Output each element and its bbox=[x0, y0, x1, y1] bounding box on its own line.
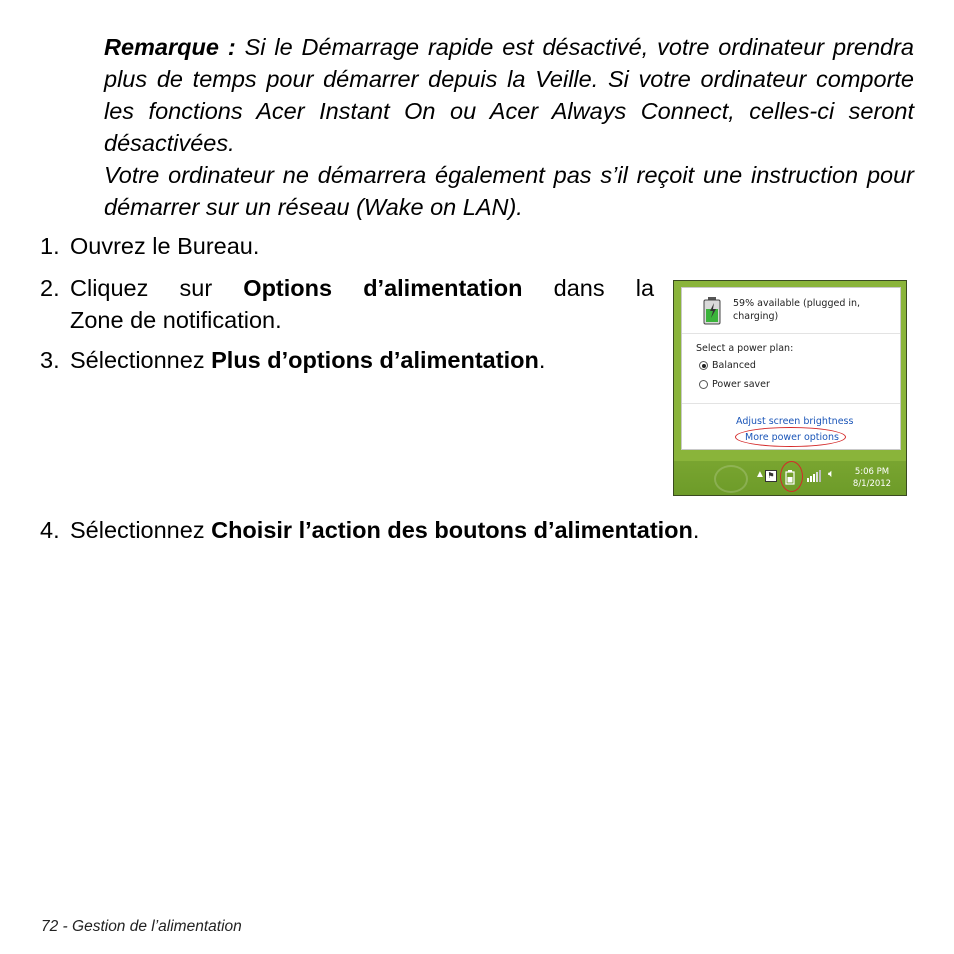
battery-status: 59% available (plugged in, charging) bbox=[733, 298, 861, 322]
step-2-line-1 bbox=[70, 272, 654, 304]
step-4 bbox=[40, 514, 699, 546]
step-text: Ouvrez le Bureau. bbox=[70, 233, 260, 259]
note-block bbox=[104, 31, 914, 223]
plan-label-power-saver: Power saver bbox=[712, 379, 770, 390]
taskbar-highlight-circle bbox=[780, 461, 803, 492]
step-3 bbox=[40, 344, 545, 376]
step-1 bbox=[40, 230, 259, 262]
power-flyout bbox=[681, 287, 901, 450]
show-hidden-icons-icon[interactable]: ▲ bbox=[755, 469, 765, 480]
action-center-flag-icon[interactable]: ⚑ bbox=[765, 470, 777, 482]
step-number: 2. bbox=[40, 275, 60, 301]
adjust-brightness-link[interactable]: Adjust screen brightness bbox=[736, 416, 854, 427]
taskbar-clock[interactable] bbox=[844, 466, 900, 490]
page-footer: 72 - Gestion de l’alimentation bbox=[41, 918, 242, 935]
step-text: Sélectionnez bbox=[70, 517, 205, 543]
step-number: 1. bbox=[40, 233, 60, 259]
step-text: Cliquez sur bbox=[70, 275, 213, 301]
radio-selected-icon[interactable] bbox=[699, 361, 708, 370]
note-lead: Remarque : bbox=[104, 34, 236, 60]
radio-unselected-icon[interactable] bbox=[699, 380, 708, 389]
plan-label-balanced: Balanced bbox=[712, 360, 756, 371]
step-text: . bbox=[692, 517, 700, 543]
plan-option-balanced[interactable] bbox=[699, 360, 756, 371]
power-flyout-screenshot bbox=[673, 280, 907, 496]
step-number: 3. bbox=[40, 347, 60, 373]
power-plan-label: Select a power plan: bbox=[696, 343, 794, 354]
step-2 bbox=[40, 272, 655, 333]
divider bbox=[682, 403, 900, 404]
step-text: . bbox=[538, 347, 546, 373]
desktop-swoosh-decoration bbox=[714, 465, 748, 493]
step-bold-text: Choisir l’action des boutons d’alimentation bbox=[211, 517, 693, 543]
step-number: 4. bbox=[40, 517, 60, 543]
note-paragraph-1 bbox=[104, 31, 914, 159]
note-text-1: Si le Démarrage rapide est désactivé, votre ordinateur prendra plus de temps pour démarrer depuis la Veille. Si votre ordinateur comporte les fonctions Acer Instant On ou Acer Always Connect, celles-ci seront désactivées. bbox=[104, 34, 914, 156]
volume-icon[interactable]: 🔈︎ bbox=[828, 468, 835, 480]
step-bold-text: Plus d’options d’alimentation bbox=[211, 347, 539, 373]
clock-date: 8/1/2012 bbox=[852, 479, 892, 489]
more-power-options-link[interactable]: More power options bbox=[745, 432, 839, 443]
step-text: dans la bbox=[553, 275, 655, 301]
note-paragraph-2: Votre ordinateur ne démarrera également pas s’il reçoit une instruction pour démarrer sur un réseau (Wake on LAN). bbox=[104, 162, 914, 220]
step-2-line-2: Zone de notification. bbox=[70, 307, 282, 333]
taskbar bbox=[674, 461, 906, 495]
battery-charging-icon bbox=[703, 297, 721, 325]
plan-option-power-saver[interactable] bbox=[699, 379, 770, 390]
network-icon[interactable] bbox=[807, 470, 821, 482]
step-bold-text: Options d’alimentation bbox=[243, 275, 523, 301]
clock-time: 5:06 PM bbox=[854, 467, 890, 477]
highlight-circle bbox=[735, 427, 846, 447]
divider bbox=[682, 333, 900, 334]
step-text: Sélectionnez bbox=[70, 347, 205, 373]
